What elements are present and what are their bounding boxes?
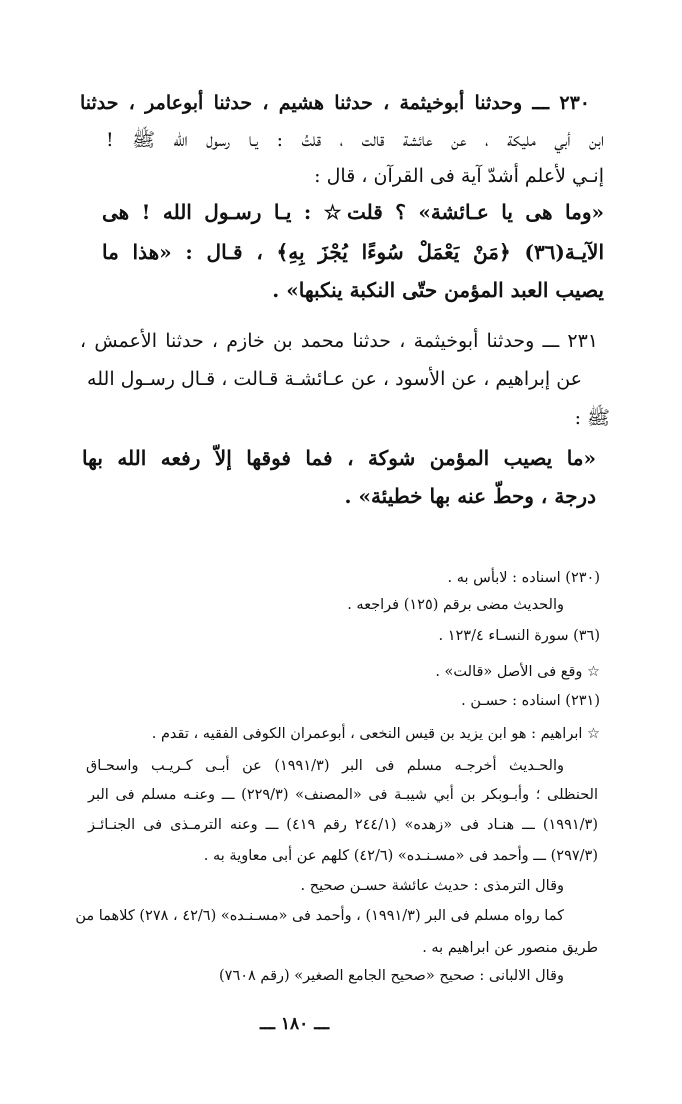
- footnote-6: ☆ ابراهيم : هو ابن يزيد بن قيس النخعى ، أبوعمران الكوفى الفقيه ، تقدم .: [151, 726, 600, 742]
- hadith-231-line-1: ٢٣١ ـــ وحدثنا أبوخيثمة ، حدثنا محمد بن خازم ، حدثنا الأعمش ،: [80, 330, 598, 352]
- footnote-4: ☆ وقع فى الأصل «قالت» .: [435, 664, 600, 680]
- footnote-1: (٢٣٠) اسناده : لابأس به .: [447, 570, 600, 586]
- footnote-9: (١٩٩١/٣) ـــ هنـاد فى «زهده» (٢٤٤/١ رقم ٤١٩) ـــ وعنه الترمـذى فى الجنـائـز: [88, 817, 598, 833]
- footnote-11: وقال الترمذى : حديث عائشة حسـن صحيح .: [300, 878, 564, 894]
- footnote-10: (٢٩٧/٣) ـــ وأحمد فى «مسـنـده» (٤٢/٦) كلهم عن أبى معاوية به .: [203, 848, 598, 864]
- page-number: ـــ ١٨٠ ـــ: [260, 1014, 330, 1034]
- footnote-2: والحديث مضى برقم (١٢٥) فراجعه .: [347, 597, 564, 613]
- hadith-231-line-4: «ما يصيب المؤمن شوكة ، فما فوقها إلاّ رفعه الله بها: [82, 446, 596, 470]
- footnote-7: والحـديث أخرجـه مسلم فى البر (١٩٩١/٣) عن أبـى كـريـب واسحـاق: [86, 758, 565, 774]
- hadith-230-line-4: «وما هى يا عـائشة» ؟ قلت☆ : يـا رسـول الله ! هى: [102, 200, 604, 224]
- hadith-230-line-3: إنـي لأعلم أشدّ آية فى القرآن ، قال :: [314, 165, 604, 187]
- hadith-231-line-5: درجة ، وحطّ عنه بها خطيئة» .: [344, 484, 596, 508]
- footnote-12: كما رواه مسلم فى البر (١٩٩١/٣) ، وأحمد فى «مسـنـده» (٤٢/٦ ، ٢٧٨) كلاهما من: [75, 908, 564, 924]
- footnote-5: (٢٣١) اسناده : حسـن .: [461, 693, 600, 709]
- hadith-231-line-3: ﷺ :: [574, 407, 610, 429]
- hadith-230-line-5: الآيـة(٣٦) ﴿مَنْ يَعْمَلْ سُوءًا يُجْزَ بِهِ﴾ ، قـال : «هذا ما: [102, 240, 604, 264]
- footnote-13: طريق منصور عن ابراهيم به .: [422, 940, 598, 956]
- hadith-231-line-2: عن إبراهيم ، عن الأسود ، عن عـائشـة قـالت ، قـال رسـول الله: [87, 368, 582, 390]
- footnote-14: وقال الالبانى : صحيح «صحيح الجامع الصغير» (رقم ٧٦٠٨): [218, 968, 564, 984]
- hadith-230-line-6: يصيب العبد المؤمن حتّى النكبة ينكبها» .: [272, 278, 604, 302]
- hadith-230-line-2: ابن أبي مليكة ، عن عائشة قالت ، قلتُ : يـا رسول الله ﷺ !: [106, 129, 604, 151]
- footnote-3: (٣٦) سورة النسـاء ١٢٣/٤ .: [438, 628, 600, 644]
- footnote-8: الحنظلى ؛ وأبـوبكر بن أبي شيبـة فى «المصنف» (٢٢٩/٣) ـــ وعنـه مسلم فى البر: [88, 787, 598, 803]
- hadith-230-line-1: ٢٣٠ ـــ وحدثنا أبوخيثمة ، حدثنا هشيم ، حدثنا أبوعامر ، حدثنا: [80, 92, 590, 114]
